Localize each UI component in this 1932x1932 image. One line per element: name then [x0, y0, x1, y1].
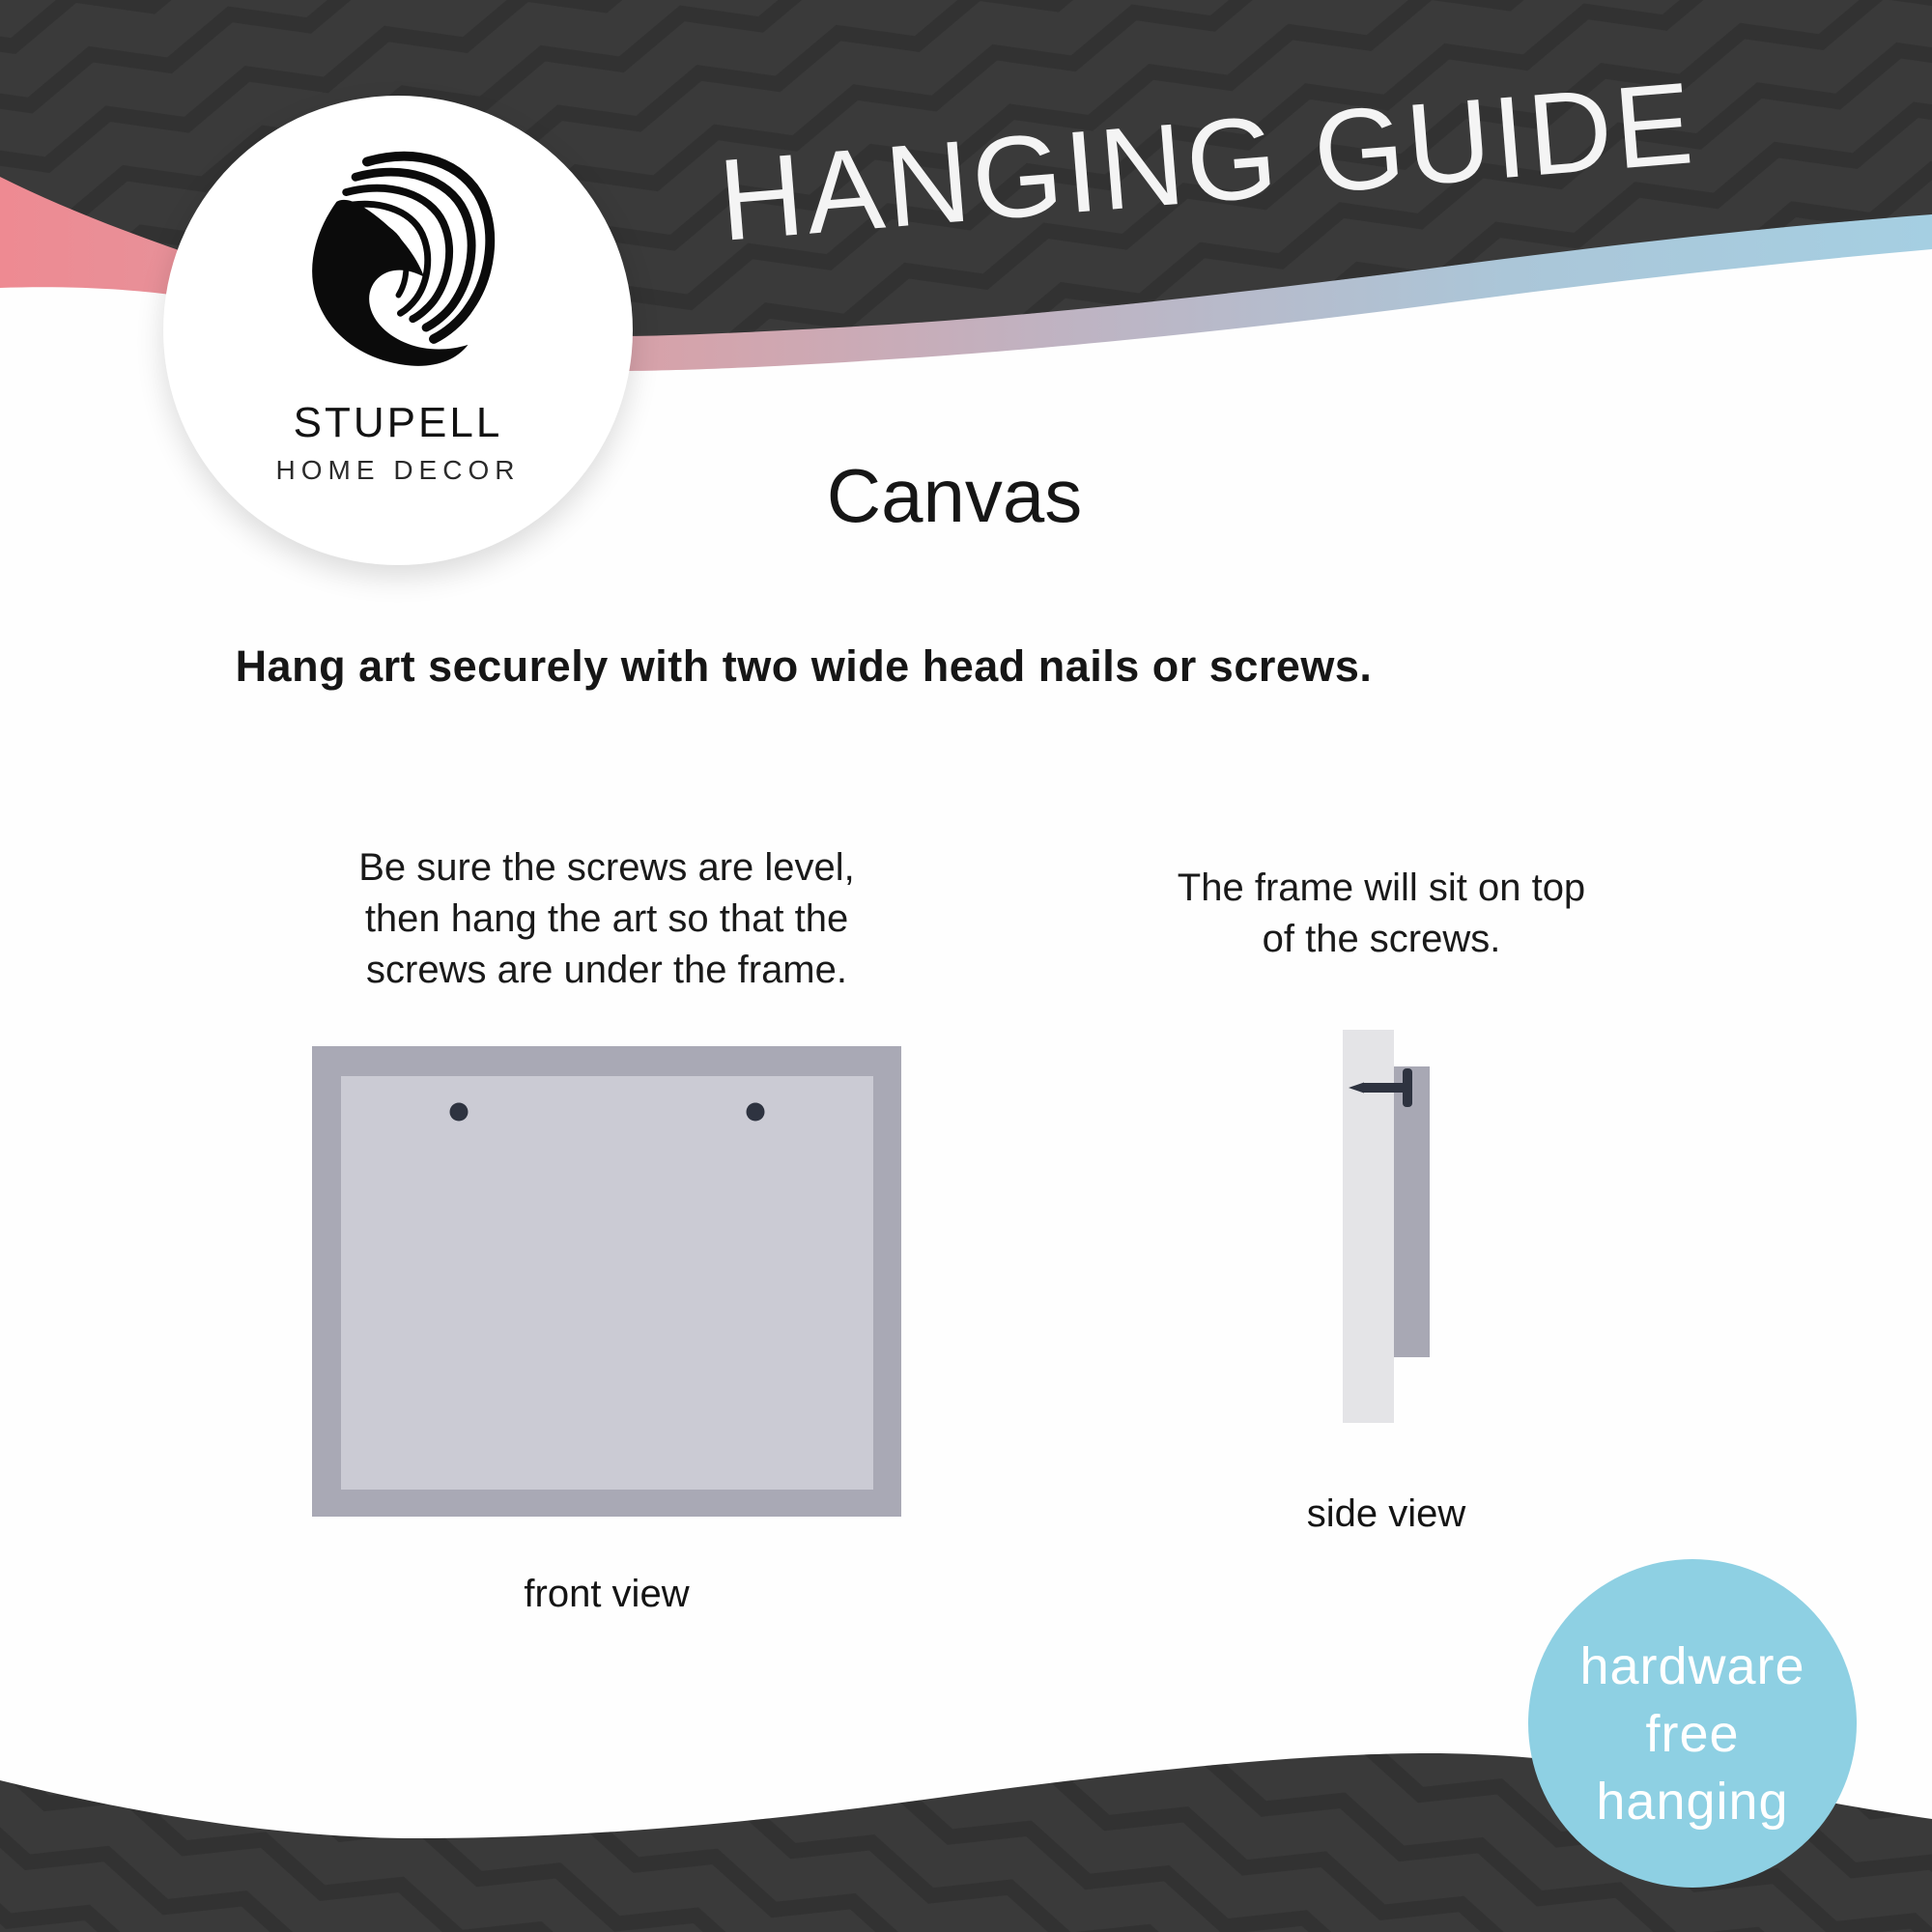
screw-dot-left-icon [450, 1103, 469, 1122]
front-instruction-line: Be sure the screws are level, [358, 846, 855, 889]
front-view-caption: front view [524, 1573, 690, 1615]
side-instruction-line: The frame will sit on top [1177, 867, 1586, 909]
product-type-title: Canvas [826, 453, 1083, 538]
brand-name: STUPELL [293, 399, 503, 446]
badge-line: free [1645, 1705, 1740, 1763]
side-view-diagram [1333, 1024, 1439, 1430]
page-title: HANGING GUIDE [714, 58, 1700, 266]
front-view-diagram [312, 1046, 901, 1517]
front-instruction-line: screws are under the frame. [366, 949, 847, 991]
main-instruction: Hang art securely with two wide head nails or screws. [235, 641, 1373, 691]
brand-subname: HOME DECOR [275, 455, 521, 485]
side-instruction-line: of the screws. [1262, 918, 1501, 960]
side-view-instructions [1043, 863, 1719, 965]
front-canvas-fill [341, 1076, 873, 1490]
front-instruction-line: then hang the art so that the [364, 897, 849, 940]
brand-logo-badge [163, 96, 633, 565]
screw-dot-right-icon [747, 1103, 765, 1122]
badge-line: hardware [1579, 1637, 1805, 1695]
stupell-s-logo-icon [293, 144, 502, 384]
side-view-caption: side view [1306, 1492, 1466, 1535]
front-view-instructions [269, 842, 945, 996]
hardware-free-badge [1528, 1559, 1857, 1888]
side-frame-bar [1394, 1066, 1430, 1357]
badge-line: hanging [1596, 1773, 1789, 1831]
